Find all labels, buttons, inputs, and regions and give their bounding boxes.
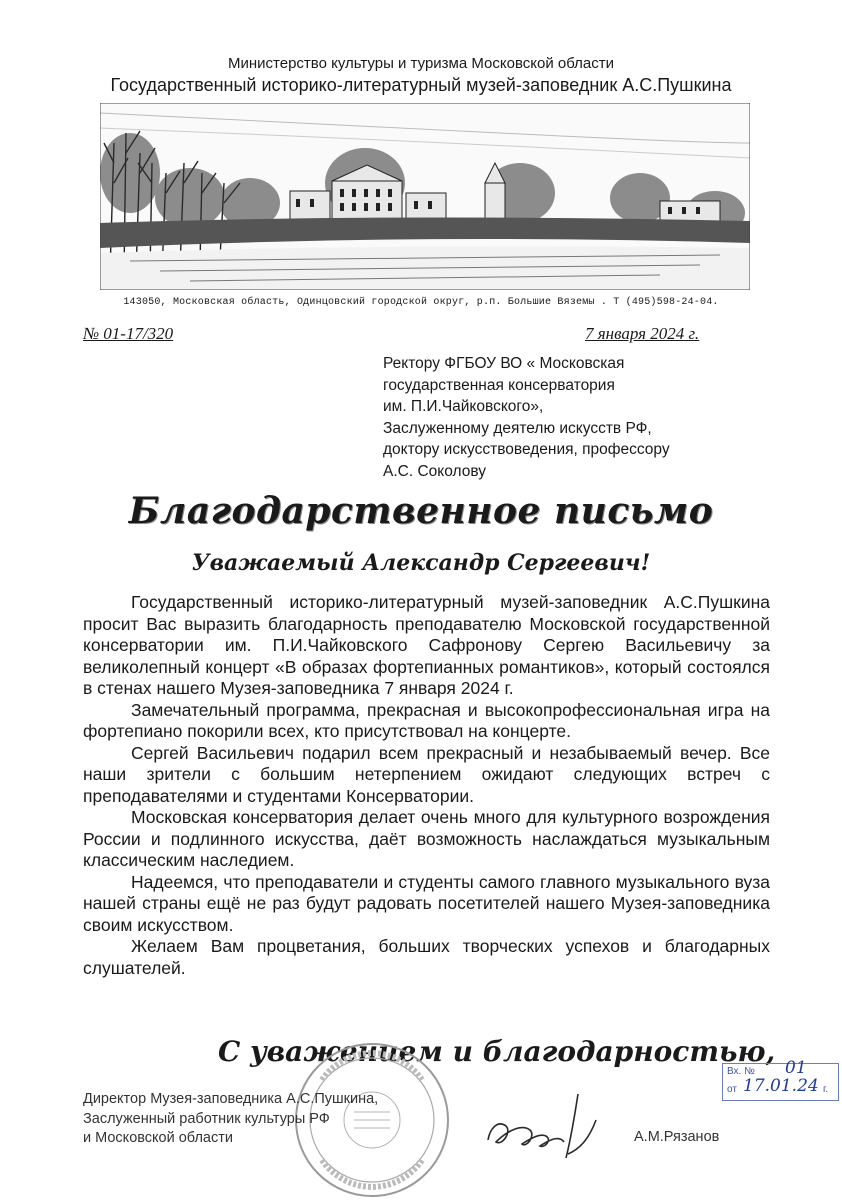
recipient-line: А.С. Соколову xyxy=(383,462,486,480)
ministry-name: Министерство культуры и туризма Московской области xyxy=(227,55,614,72)
incoming-date: 17.01.24 xyxy=(743,1076,819,1096)
recipient-line: Заслуженному деятелю искусств РФ, xyxy=(383,419,652,437)
recipient-block xyxy=(383,353,763,482)
document-date: 7 января 2024 г. xyxy=(585,324,700,343)
incoming-number: 01 xyxy=(785,1058,807,1078)
body-paragraph: Государственный историко-литературный музей-заповедник А.С.Пушкина просит Вас выразить благодарность преподавателю Московской государственной консерватории им. П.И.Чайковского Сафронову Сергею Васильевичу за великолепный концерт «В образах фортепианных романтиков», который состоялся в стенах нашего Музея-заповедника 7 января 2024 г. xyxy=(83,592,770,698)
recipient-line: им. П.И.Чайковского», xyxy=(383,398,544,415)
letter-body xyxy=(83,592,770,979)
date-suffix: г. xyxy=(823,1084,829,1095)
signer-line: и Московской области xyxy=(83,1130,233,1146)
recipient-line: Ректору ФГБОУ ВО « Московская xyxy=(383,355,625,372)
signer-name: А.М.Рязанов xyxy=(634,1129,720,1145)
date-label: от xyxy=(727,1084,737,1095)
recipient-line: государственная консерватория xyxy=(383,376,615,394)
letter-title: Благодарственное письмо xyxy=(128,490,714,532)
body-paragraph: Замечательный программа, прекрасная и высокопрофессиональная игра на фортепиано покорили всех, кто присутствовал на концерте. xyxy=(83,699,770,741)
registration-stamp xyxy=(722,1058,839,1101)
museum-name: Государственный историко-литературный музей-заповедник А.С.Пушкина xyxy=(110,75,732,95)
body-paragraph: Сергей Васильевич подарил всем прекрасный и незабываемый вечер. Все наши зрители с большим нетерпением ожидают следующих встреч с преподавателями и студентами Консерватории. xyxy=(83,742,770,806)
signer-line: Заслуженный работник культуры РФ xyxy=(83,1110,330,1127)
incoming-label: Вх. № xyxy=(727,1066,755,1077)
signer-line: Директор Музея-заповедника А.С.Пушкина, xyxy=(83,1091,379,1107)
salutation: Уважаемый Александр Сергеевич! xyxy=(191,550,651,576)
handwritten-signature xyxy=(478,1090,628,1162)
body-paragraph: Московская консерватория делает очень много для культурного возрождения России и подлинного искусства, даёт возможность наслаждаться музыкальным классическим наследием. xyxy=(83,807,770,870)
document-number: № 01-17/320 xyxy=(83,324,174,343)
recipient-line: доктору искусствоведения, профессору xyxy=(383,441,670,458)
body-paragraph: Надеемся, что преподаватели и студенты самого главного музыкального вуза нашей страны ещё не раз будут радовать посетителей нашего Музея-заповедника своим искусством. xyxy=(83,871,770,935)
signer-block xyxy=(83,1090,443,1149)
closing-phrase: С уважением и благодарностью, xyxy=(218,1035,776,1068)
body-paragraph: Желаем Вам процветания, больших творческих успехов и благодарных слушателей. xyxy=(83,936,770,978)
museum-address: 143050, Московская область, Одинцовский городской округ, р.п. Большие Вяземы . Т (495)598-24-04. xyxy=(123,297,719,308)
estate-engraving-image xyxy=(100,103,750,290)
